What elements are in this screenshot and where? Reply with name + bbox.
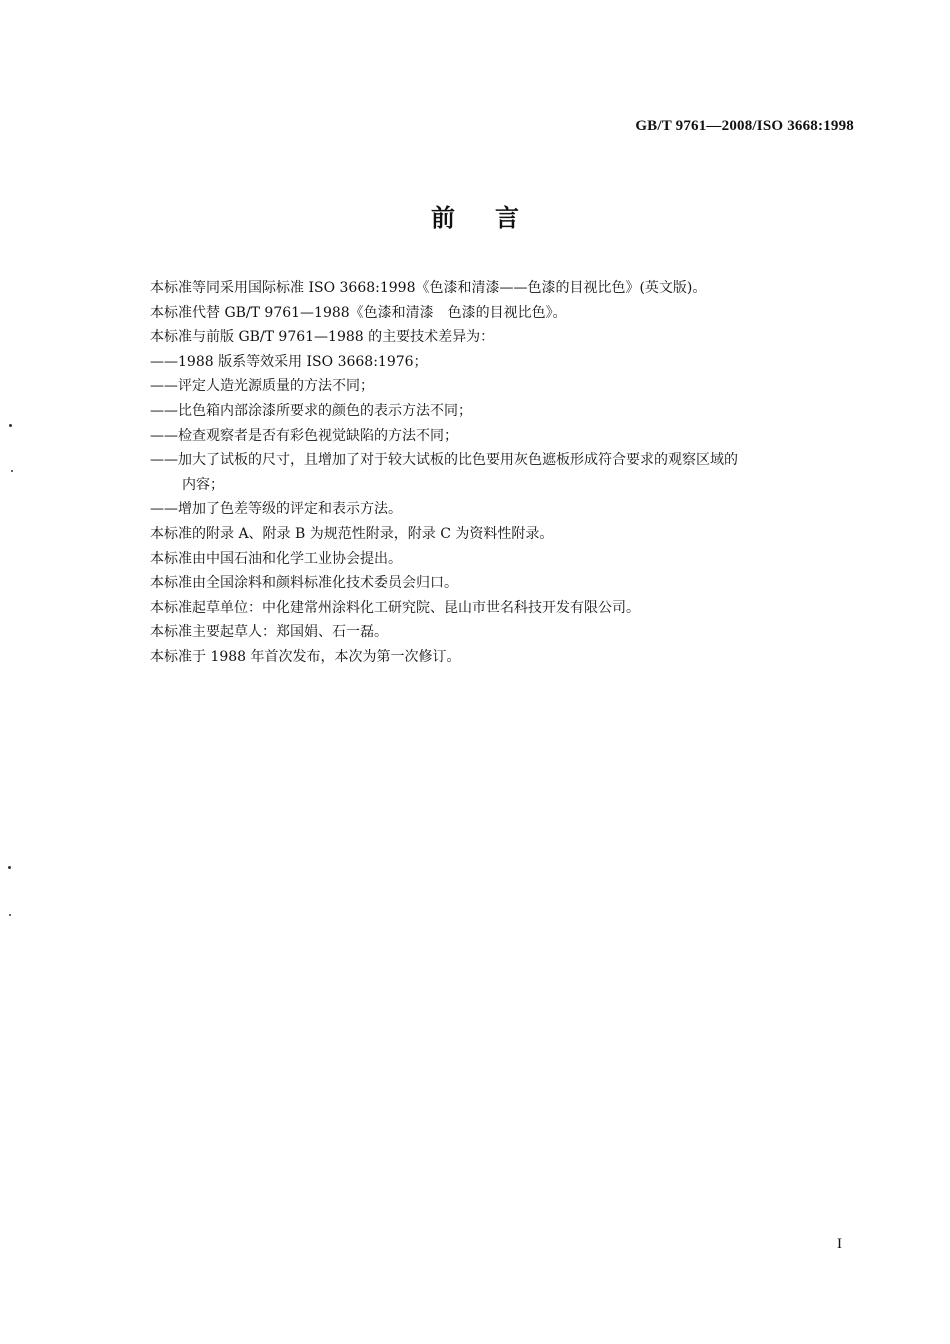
list-item-continuation: 内容； (182, 476, 224, 493)
list-item: ——1988 版系等效采用 ISO 3668:1976； (150, 353, 428, 370)
paragraph: 本标准等同采用国际标准 ISO 3668:1998《色漆和清漆——色漆的目视比色》(英文版)。 (150, 280, 707, 296)
paragraph: 本标准代替 GB/T 9761—1988《色漆和清漆 色漆的目视比色》。 (150, 304, 567, 321)
paragraph: 本标准与前版 GB/T 9761—1988 的主要技术差异为： (150, 329, 495, 346)
list-item: ——增加了色差等级的评定和表示方法。 (150, 501, 402, 518)
list-item: ——评定人造光源质量的方法不同； (150, 378, 374, 395)
header-standard-code: GB/T 9761—2008/ISO 3668:1998 (635, 118, 854, 134)
list-item: ——检查观察者是否有彩色视觉缺陷的方法不同； (150, 427, 458, 444)
paragraph: 本标准由中国石油和化学工业协会提出。 (150, 550, 402, 567)
page-number: I (837, 1236, 842, 1252)
body-text (150, 276, 858, 670)
scan-speck (9, 424, 12, 427)
paragraph: 本标准的附录 A、附录 B 为规范性附录，附录 C 为资料性附录。 (150, 525, 554, 542)
scan-speck (9, 914, 11, 916)
paragraph: 本标准于 1988 年首次发布，本次为第一次修订。 (150, 648, 461, 665)
list-item: ——加大了试板的尺寸，且增加了对于较大试板的比色要用灰色遮板形成符合要求的观察区域的 (150, 452, 738, 469)
paragraph: 本标准由全国涂料和颜料标准化技术委员会归口。 (150, 575, 458, 592)
scan-speck (8, 866, 11, 869)
paragraph: 本标准主要起草人：郑国娟、石一磊。 (150, 624, 388, 641)
page-title: 前言 (431, 204, 559, 232)
list-item: ——比色箱内部涂漆所要求的颜色的表示方法不同； (150, 402, 472, 419)
paragraph: 本标准起草单位：中化建常州涂料化工研究院、昆山市世名科技开发有限公司。 (150, 599, 640, 616)
scan-speck (11, 470, 13, 472)
